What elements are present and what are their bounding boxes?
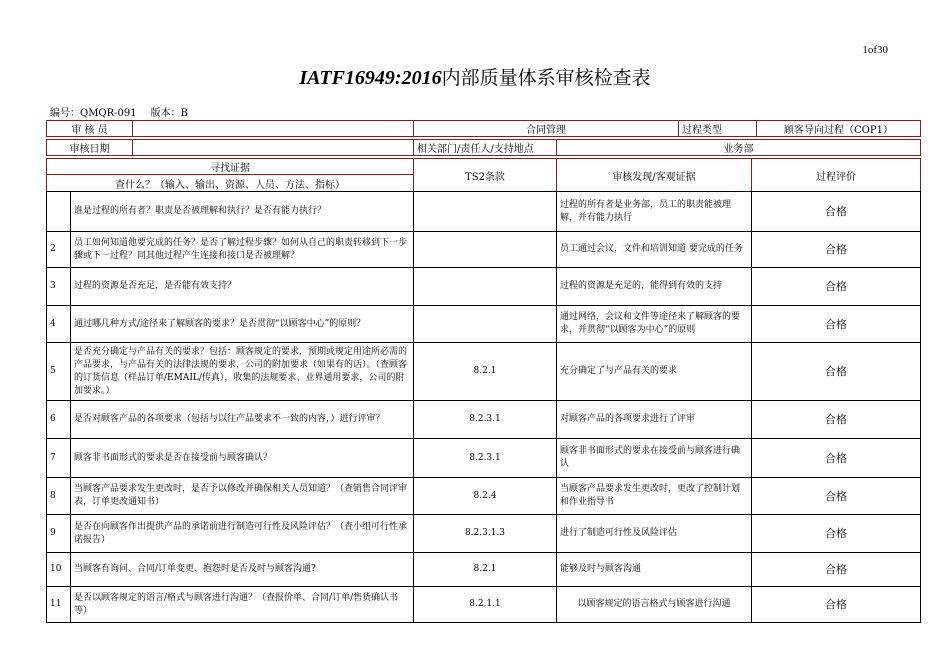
eval-column-header: 过程评价 <box>752 159 921 192</box>
process-eval: 合格 <box>752 306 921 343</box>
page-number: 1of30 <box>862 44 888 56</box>
audit-finding: 过程的资源是充足的，能得到有效的支持 <box>557 268 752 306</box>
row-number: 7 <box>47 439 71 478</box>
row-number <box>47 192 71 232</box>
audit-finding: 当顾客产品要求发生更改时，更改了控制计划和作业指导书 <box>557 478 752 515</box>
audit-finding: 以顾客规定的语言格式与顾客进行沟通 <box>557 587 752 623</box>
process-eval: 合格 <box>752 232 921 268</box>
process-eval: 合格 <box>752 343 921 401</box>
audit-finding: 能够及时与顾客沟通 <box>557 553 752 587</box>
table-row <box>47 232 921 268</box>
header-table <box>46 120 920 192</box>
check-question: 顾客非书面形式的要求是否在接受前与顾客确认？ <box>71 439 414 478</box>
table-row <box>47 587 921 623</box>
clause-ref: 8.2.1.1 <box>414 587 557 623</box>
clause-ref: 8.2.1 <box>414 343 557 401</box>
check-column-header: 查什么？（输入、输出、资源、人员、方法、指标） <box>47 175 414 192</box>
process-eval: 合格 <box>752 587 921 623</box>
evidence-label: 寻找证据 <box>47 159 414 175</box>
auditor-label: 审 核 员 <box>47 121 133 137</box>
table-row <box>47 553 921 587</box>
clause-ref <box>414 268 557 306</box>
audit-finding: 进行了制造可行性及风险评估 <box>557 515 752 553</box>
doc-version: 版本：B <box>150 108 188 119</box>
row-number: 2 <box>47 232 71 268</box>
clause-column-header: TS2条款 <box>414 159 557 192</box>
auditor-value[interactable] <box>133 121 414 137</box>
process-type-value: 顾客导向过程（COP1） <box>757 121 921 137</box>
row-number: 4 <box>47 306 71 343</box>
row-number: 10 <box>47 553 71 587</box>
check-question: 过程的资源是否充足，是否能有效支持？ <box>71 268 414 306</box>
process-eval: 合格 <box>752 401 921 439</box>
finding-column-header: 审核发现/客观证据 <box>557 159 752 192</box>
audit-finding: 充分确定了与产品有关的要求 <box>557 343 752 401</box>
title-text: 内部质量体系审核检查表 <box>441 67 651 89</box>
clause-ref <box>414 232 557 268</box>
check-question: 谁是过程的所有者？职责是否被理解和执行？是否有能力执行？ <box>71 192 414 232</box>
check-question: 当顾客产品要求发生更改时，是否予以修改并确保相关人员知道？（查销售合同评审表，订单更改通知书） <box>71 478 414 515</box>
row-number: 11 <box>47 587 71 623</box>
table-row <box>47 268 921 306</box>
check-question: 是否在向顾客作出提供产品的承诺前进行制造可行性及风险评估？（查小组可行性承诺报告） <box>71 515 414 553</box>
clause-ref <box>414 192 557 232</box>
audit-finding: 过程的所有者是业务部，员工的职责能被理解，并有能力执行 <box>557 192 752 232</box>
page-title <box>0 63 950 90</box>
process-eval: 合格 <box>752 553 921 587</box>
clause-ref: 8.2.1 <box>414 553 557 587</box>
audit-date-value[interactable] <box>133 140 414 156</box>
audit-finding: 通过网络，会议和文件等途径来了解顾客的要求，并贯彻“以顾客为中心”的原则 <box>557 306 752 343</box>
check-question: 是否对顾客产品的各项要求（包括与以往产品要求不一致的内容，）进行评审？ <box>71 401 414 439</box>
table-row <box>47 478 921 515</box>
row-number: 8 <box>47 478 71 515</box>
table-row <box>47 343 921 401</box>
row-number: 9 <box>47 515 71 553</box>
audit-scope: 合同管理 <box>414 121 679 137</box>
checklist-table <box>46 191 920 623</box>
clause-ref <box>414 306 557 343</box>
doc-info <box>50 104 202 119</box>
check-question: 是否充分确定与产品有关的要求？包括：顾客规定的要求，预期或规定用途所必需的产品要求，与产品有关的法律法规的要求，公司的附加要求（如果有的话）。（查顾客的订货信息（样品订单/EMAIL/传真），收集的法规要求、业界通用要求，公司的附加要求。） <box>71 343 414 401</box>
table-row <box>47 401 921 439</box>
audit-finding: 对顾客产品的各项要求进行了评审 <box>557 401 752 439</box>
check-question: 员工如何知道他要完成的任务？是否了解过程步骤？如何从自己的职责转移到下一步骤或下一过程？同其他过程产生连接和接口是否被理解？ <box>71 232 414 268</box>
process-eval: 合格 <box>752 192 921 232</box>
table-row <box>47 515 921 553</box>
check-question: 通过哪几种方式/途径来了解顾客的要求？是否贯彻“以顾客中心”的原则？ <box>71 306 414 343</box>
dept-label: 相关部门/责任人/支持地点 <box>414 140 557 156</box>
table-row <box>47 192 921 232</box>
audit-finding: 顾客非书面形式的要求在接受前与顾客进行确认 <box>557 439 752 478</box>
dept-value: 业务部 <box>557 140 921 156</box>
table-row <box>47 439 921 478</box>
clause-ref: 8.2.4 <box>414 478 557 515</box>
process-type-label: 过程类型 <box>679 121 757 137</box>
process-eval: 合格 <box>752 268 921 306</box>
doc-number: 编号：QMQR-091 <box>50 108 137 119</box>
row-number: 5 <box>47 343 71 401</box>
row-number: 3 <box>47 268 71 306</box>
audit-finding: 员工通过会议，文件和培训知道 要完成的任务 <box>557 232 752 268</box>
check-question: 当顾客有询问、合同/订单变更、抱怨时是否及时与顾客沟通? <box>71 553 414 587</box>
clause-ref: 8.2.3.1 <box>414 439 557 478</box>
audit-date-label: 审核日期 <box>47 140 133 156</box>
process-eval: 合格 <box>752 515 921 553</box>
clause-ref: 8.2.3.1.3 <box>414 515 557 553</box>
row-number: 6 <box>47 401 71 439</box>
clause-ref: 8.2.3.1 <box>414 401 557 439</box>
standard-code: IATF16949:2016 <box>299 67 442 89</box>
check-question: 是否以顾客规定的语言/格式与顾客进行沟通？（查报价单、合同/订单/售货确认书等） <box>71 587 414 623</box>
process-eval: 合格 <box>752 439 921 478</box>
process-eval: 合格 <box>752 478 921 515</box>
table-row <box>47 306 921 343</box>
